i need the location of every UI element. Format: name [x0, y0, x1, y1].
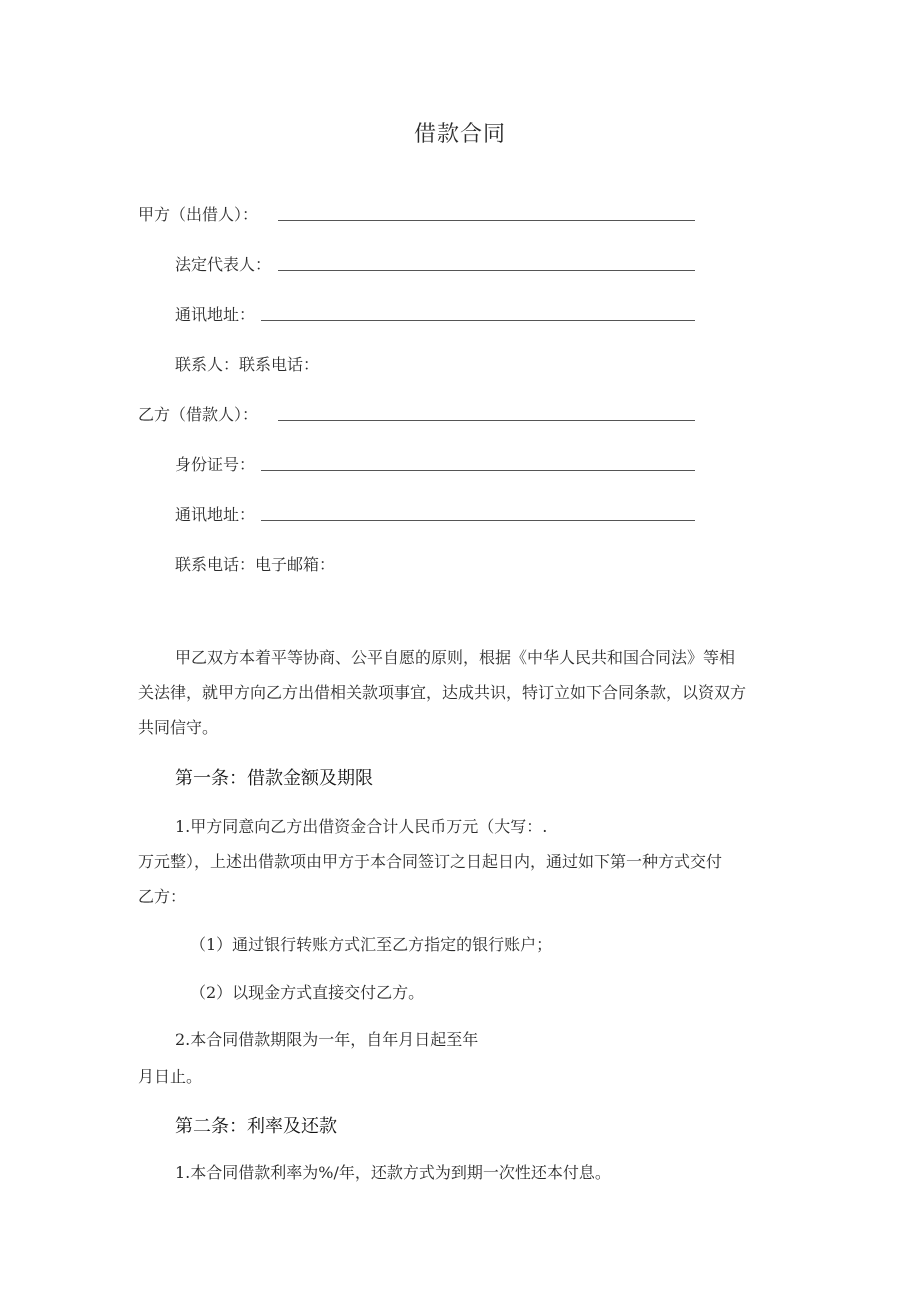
article-2-heading: 第二条：利率及还款	[175, 1116, 337, 1137]
party-a-address-line	[261, 320, 695, 321]
article-1-p2-line-1: 2.本合同借款期限为一年，自年月日起至年	[175, 1030, 479, 1049]
party-b-address-label: 通讯地址：	[175, 505, 256, 524]
document-title: 借款合同	[413, 122, 506, 147]
legal-rep-line	[278, 270, 695, 271]
party-b-address-line	[261, 520, 695, 521]
preamble-line-3: 共同信守。	[138, 718, 219, 737]
party-a-label: 甲方（出借人）：	[138, 205, 259, 224]
article-1-p1-line-2: 万元整），上述出借款项由甲方于本合同签订之日起日内，通过如下第一种方式交付	[138, 852, 723, 871]
article-1-heading: 第一条：借款金额及期限	[175, 768, 373, 789]
article-2-p1: 1.本合同借款利率为%/年，还款方式为到期一次性还本付息。	[175, 1163, 611, 1182]
article-1-p1-line-3: 乙方：	[138, 887, 187, 906]
preamble-line-1: 甲乙双方本着平等协商、公平自愿的原则，根据《中华人民共和国合同法》等相	[175, 648, 736, 667]
party-b-name-line	[278, 420, 695, 421]
article-1-p2-line-2: 月日止。	[138, 1067, 203, 1086]
party-b-label: 乙方（借款人）：	[138, 405, 259, 424]
party-a-address-label: 通讯地址：	[175, 305, 256, 324]
id-number-line	[261, 470, 695, 471]
article-1-p1-line-1: 1.甲方同意向乙方出借资金合计人民币万元（大写：.	[175, 817, 548, 836]
preamble-line-2: 关法律，就甲方向乙方出借相关款项事宜，达成共识，特订立如下合同条款，以资双方	[138, 683, 747, 702]
article-1-option-1: （1）通过银行转账方式汇至乙方指定的银行账户；	[190, 935, 553, 954]
id-number-label: 身份证号：	[175, 455, 256, 474]
legal-rep-label: 法定代表人：	[175, 255, 272, 274]
party-a-contact-label: 联系人：联系电话：	[175, 355, 320, 374]
party-b-contact-label: 联系电话：电子邮箱：	[175, 555, 336, 574]
article-1-option-2: （2）以现金方式直接交付乙方。	[190, 983, 425, 1002]
party-a-name-line	[278, 220, 695, 221]
